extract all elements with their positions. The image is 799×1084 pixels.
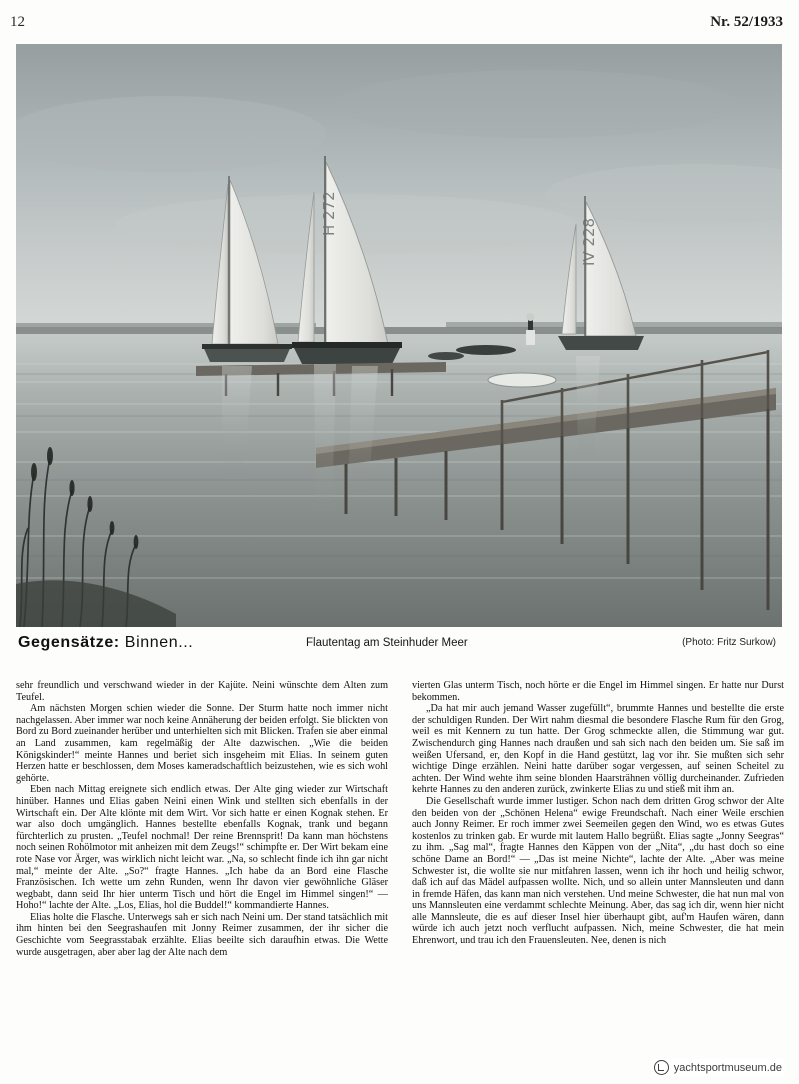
- svg-text:IV 228: IV 228: [580, 217, 598, 266]
- svg-text:H 272: H 272: [320, 191, 338, 236]
- camera-circle-icon: [654, 1060, 669, 1075]
- issue-number: Nr. 52/1933: [710, 14, 783, 30]
- photograph: [16, 44, 782, 627]
- article-column-left: [16, 680, 388, 1072]
- photo-block: [16, 44, 782, 627]
- page-number: 12: [10, 14, 25, 30]
- paragraph: vierten Glas unterm Tisch, noch hörte er die Engel im Himmel singen. Er hatte nur Durst bekommen.: [412, 680, 784, 703]
- watermark: [651, 1059, 785, 1076]
- article-body: [16, 680, 784, 1072]
- caption-label-light: Binnen...: [119, 634, 194, 651]
- paragraph: Eben nach Mittag ereignete sich endlich etwas. Der Alte ging wieder zur Wirtschaft hinüber. Hannes und Elias gaben Neini einen Wink und stellten sich ebenfalls in der Wirtschaft ein. Der Alte klönte mit dem Wirt. Vor sich hatte er einen Kognak stehen. Er war also doch umgänglich. Hannes bestellte ebenfalls Kognak, trank und begann fürchterlich zu prusten. „Teufel nochmal! Der reine Brennsprit! Da kann man höchstens noch seinen Rohölmotor mit anheizen mit dem Zeugs!“ schimpfte er. Der Wirt bekam eine rote Nase vor Ärger, was wirklich nicht leicht war. „Na, so schlecht finde ich ihn gar nicht mal,“ meinte der Alte. „So?“ fragte Hannes. „Ich habe da an Bord eine Flasche Französischen. Ich wette um zehn Runden, wenn Ihr davon vier gewöhnliche Gläser wegbabt, dann seid Ihr hier unterm Tisch und hört die Engel im Himmel singen!“ — Hoho!“ lachte der Alte. „Los, Elias, hol die Buddel!“ kommandierte Hannes.: [16, 784, 388, 912]
- photo-credit: (Photo: Fritz Surkow): [682, 637, 776, 648]
- article-column-right: [412, 680, 784, 1072]
- watermark-text: yachtsportmuseum.de: [673, 1061, 782, 1074]
- photograph-artwork: [16, 44, 782, 627]
- page-header: [0, 14, 799, 40]
- paragraph: Am nächsten Morgen schien wieder die Sonne. Der Sturm hatte noch immer nicht nachgelassen. Aber immer war noch keine Annäherung der beiden erfolgt. Sie blickten von Bord zu Bord zueinander herüber und unterhielten sich mit Blicken. Trafen sie aber einmal an Land zusammen, kam regelmäßig der Alte dazwischen. „Wie die beiden Königskinder!“ meinte Hannes und beriet sich insgeheim mit Elias. In seinem guten Herzen hatte er beschlossen, dem Moses kameradschaftlich beizustehen, wie es sich wohl gehörte.: [16, 703, 388, 784]
- paragraph: sehr freundlich und verschwand wieder in der Kajüte. Neini wünschte dem Alten zum Teufel.: [16, 680, 388, 703]
- paragraph: „Da hat mir auch jemand Wasser zugefüllt“, brummte Hannes und bestellte die erste der schuldigen Runden. Der Wirt nahm diesmal die besondere Flasche Rum für den Grog, weil es mit Kennern zu tun hatte. Der Grog schmeckte allen, die Stimmung war gut. Zwischendurch ging Hannes nach draußen und sah sich nach den beiden um. Sie saß im weißen Ufersand, er, den Kopf in die Hand gestützt, lag vor ihr. Sie mußten sich sehr wichtige Dinge erzählen. Neini hatte darüber sogar vergessen, auf seinen Scheitel zu achten. Der Wind wehte ihm seine blonden Haarsträhnen völlig durcheinander. Zufrieden kehrte Hannes zu den anderen zurück, zwinkerte Elias zu und stieß mit ihm an.: [412, 703, 784, 796]
- paragraph: Die Gesellschaft wurde immer lustiger. Schon nach dem dritten Grog schwor der Alte den beiden von der „Schönen Helena“ ewige Freundschaft. Nach einer Weile erschien auch Jonny Reimer. Er roch immer zwei Seemeilen gegen den Wind, wo es etwas Gutes kostenlos zu trinken gab. Er wurde mit lautem Hallo begrüßt. Elias sagte „Jonny Seegras“ zu ihm. „Sag mal“, fragte Hannes den Käppen von der „Nita“, „du hast doch so eine schöne Dame an Bord!“ — „Das ist meine Nichte“, lachte der Alte. „Aber was meine Schwester ist, die wollte sie nur mitfahren lassen, wenn ich ihr hoch und heilig schwor, daß ich auf das Mädel aufpassen wollte. Nich, und so allein unter Mannsleuten und dann in fremde Häfen, das kann man nich verstehen. Und meine Schwester, die hat nun mal von uns Mannsleuten eine verdammt schlechte Meinung. Aber, das sag ich dir, wenn hier nicht alle Mannsleute, die es auf dieser Insel hier überhaupt gibt, auf'm Haufen wären, dann würde ich auch jetzt noch verflucht aufpassen. Nich, meine Schwester, die hat mein Ehrenwort, und trau ich den Frauensleuten. Nee, denen is nich: [412, 795, 784, 947]
- photo-caption-label: [18, 634, 193, 652]
- paragraph: Elias holte die Flasche. Unterwegs sah er sich nach Neini um. Der stand tatsächlich mit ihm hinten bei den Seegrashaufen mit Jonny Reimer zusammen, der ihr sicher die Geschichte vom Seegrasstabak erzählte. Elias beeilte sich daraufhin etwas. Die Wette wurde ausgetragen, aber aber lag der Alte nach dem: [16, 911, 388, 958]
- caption-row: [16, 634, 782, 660]
- photo-caption-center: Flautentag am Steinhuder Meer: [306, 637, 468, 649]
- caption-label-bold: Gegensätze:: [18, 634, 120, 651]
